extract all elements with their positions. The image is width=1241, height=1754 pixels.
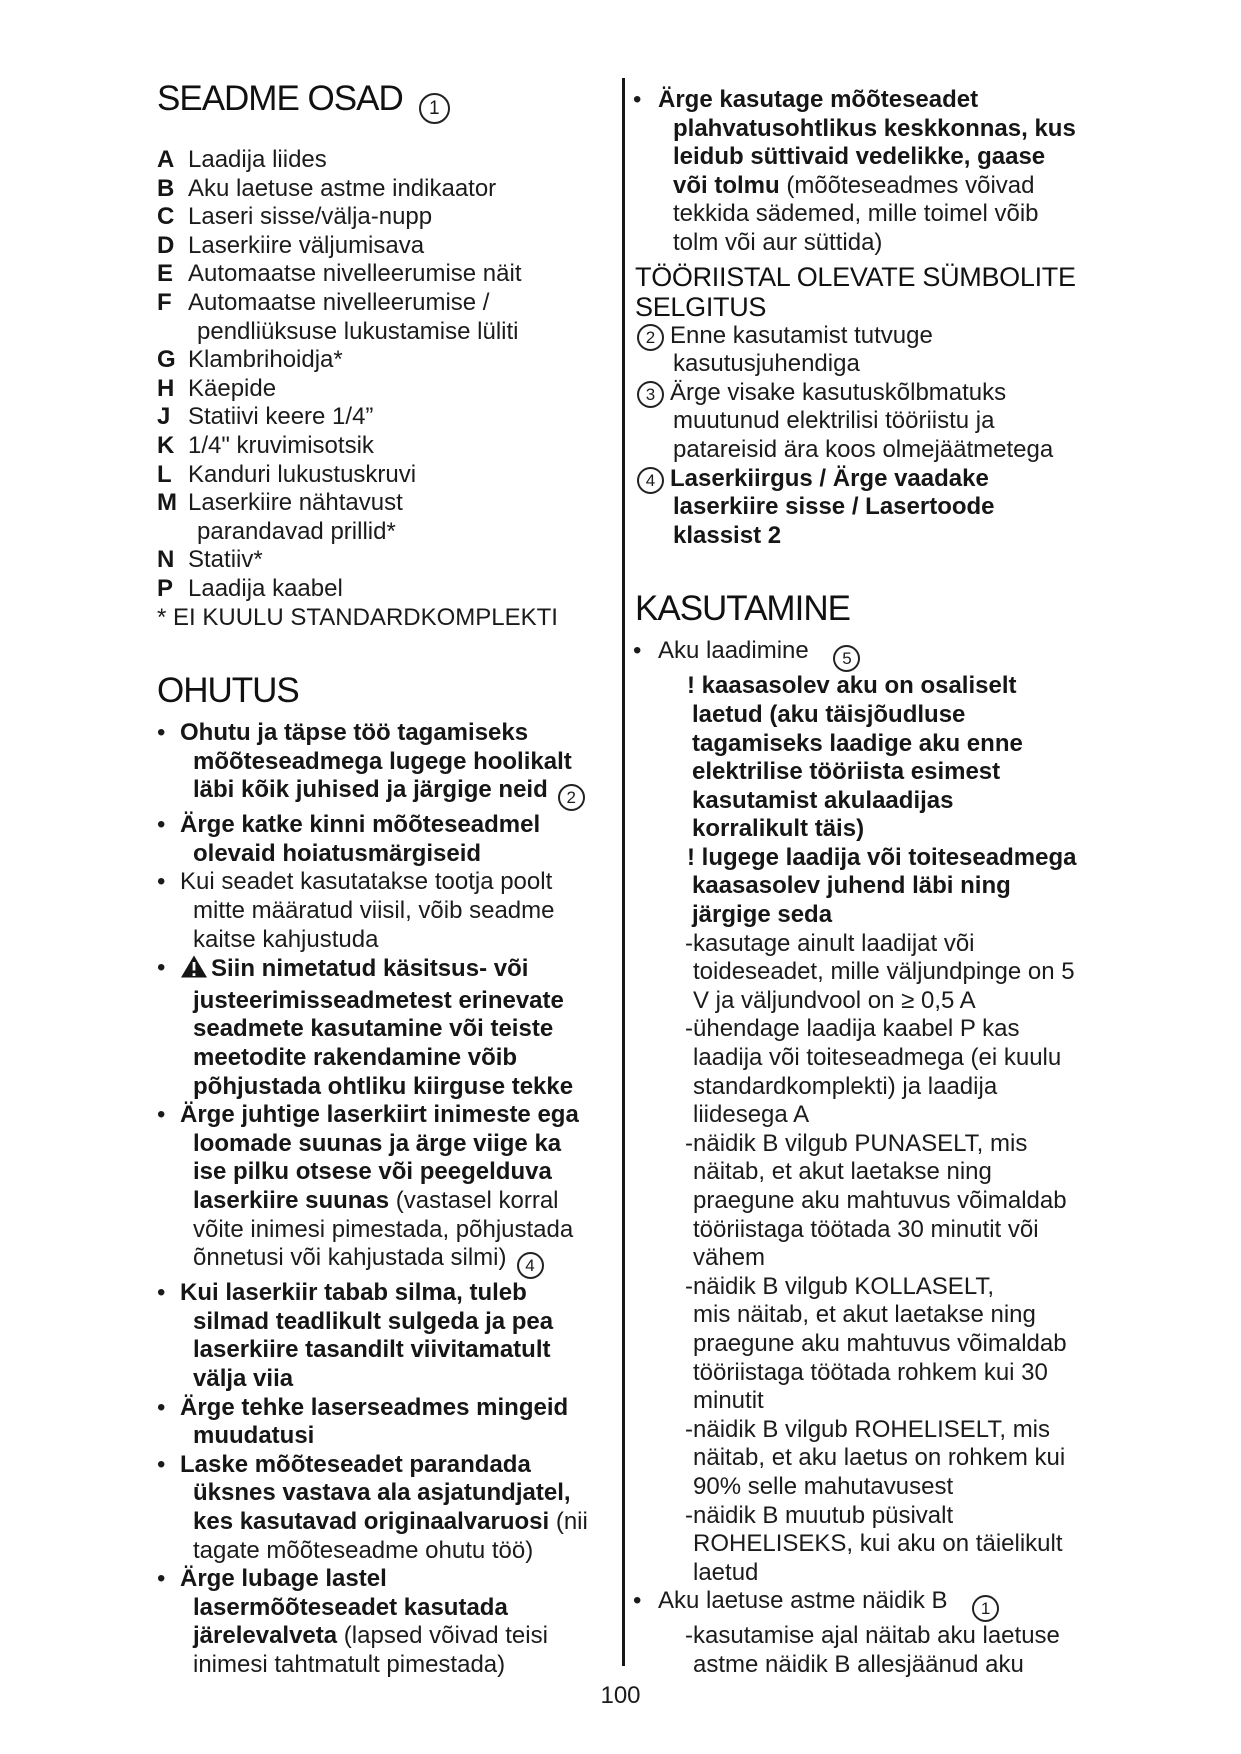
text-line — [143, 1394, 603, 1423]
text-segment: -näidik B vilgub KOLLASELT, — [685, 1272, 995, 1300]
text-segment: liidesega A — [693, 1101, 810, 1129]
safety-bullet-6 — [143, 1279, 603, 1393]
text-segment: Laserkiire väljumisava — [188, 231, 425, 259]
text-line — [633, 262, 1133, 292]
text-segment: (nii — [555, 1507, 588, 1535]
text-line — [633, 590, 1133, 628]
bullet-icon: • — [633, 86, 642, 113]
circled-number-1-icon: 1 — [972, 1595, 999, 1622]
text-line — [143, 604, 603, 633]
part-item-g — [143, 346, 603, 375]
text-segment: patareisid ära koos olmejäätmetega — [673, 435, 1054, 463]
text-segment: praegune aku mahtuvus võimaldab — [693, 1187, 1067, 1214]
safety-bullet-2 — [143, 811, 603, 868]
text-line — [143, 518, 603, 547]
text-segment: kasutamist akulaadijas — [692, 786, 954, 814]
text-segment: plahvatusohtlikus keskkonnas, kus — [673, 114, 1076, 142]
safety-bullet-4 — [143, 954, 603, 1101]
text-segment: laserkiire tasandilt viivitamatult — [193, 1336, 551, 1364]
part-item-h — [143, 375, 603, 404]
text-line — [633, 407, 1133, 436]
text-line — [143, 175, 603, 204]
text-line — [633, 758, 1133, 787]
text-segment: Ärge tehke laserseadmes mingeid — [180, 1393, 569, 1421]
text-segment: pendliüksuse lukustamise lüliti — [197, 317, 519, 345]
text-segment: V ja väljundvool on ≥ 0,5 A — [693, 986, 976, 1014]
text-line — [633, 637, 1133, 672]
safety-bullet-7 — [143, 1394, 603, 1451]
parts-heading — [143, 80, 603, 124]
text-line — [633, 172, 1133, 201]
text-segment: õnnetusi või kahjustada silmi) — [193, 1244, 507, 1272]
text-segment: Ärge katke kinni mõõteseadmel — [180, 811, 541, 839]
safety-bullet-9 — [143, 1565, 603, 1679]
text-segment: OHUTUS — [157, 671, 299, 711]
text-segment: kaitse kahjustuda — [193, 925, 379, 953]
symbol-item-2 — [633, 322, 1133, 379]
text-line — [143, 232, 603, 261]
text-line — [633, 1587, 1133, 1622]
text-segment: Laadija liides — [188, 146, 327, 173]
part-key: D — [157, 231, 175, 259]
text-line — [633, 1130, 1133, 1159]
part-item-e — [143, 260, 603, 289]
text-line — [633, 1502, 1133, 1531]
text-line — [143, 748, 603, 777]
page-number: 100 — [600, 1682, 641, 1709]
text-line — [143, 987, 603, 1016]
text-segment: ROHELISEKS, kui aku on täielikult — [693, 1530, 1063, 1558]
text-segment: 90% selle mahutavusest — [693, 1472, 954, 1500]
part-item-d — [143, 232, 603, 261]
text-line — [633, 350, 1133, 379]
text-line — [143, 432, 603, 461]
text-line — [143, 1537, 603, 1566]
text-line — [633, 1101, 1133, 1130]
text-segment: Aku laetuse astme indikaator — [188, 174, 497, 202]
text-segment: Laserkiire nähtavust — [188, 489, 403, 517]
text-segment: tolm või aur süttida) — [673, 228, 883, 256]
text-line — [143, 1508, 603, 1537]
charging-note-2 — [633, 844, 1133, 930]
part-key: B — [157, 174, 175, 202]
charging-step-4 — [633, 1273, 1133, 1416]
usage-bullet-charging — [633, 637, 1133, 672]
text-segment: Kui seadet kasutatakse tootja poolt — [180, 868, 553, 896]
text-line — [143, 489, 603, 518]
bullet-icon: • — [157, 1393, 166, 1421]
text-segment: või tolmu — [673, 171, 787, 199]
text-segment: -näidik B vilgub ROHELISELT, mis — [685, 1415, 1051, 1443]
text-line — [143, 203, 603, 232]
text-segment: läbi kõik juhised ja järgige neid — [193, 776, 548, 804]
text-line — [143, 375, 603, 404]
text-line — [633, 322, 1133, 351]
text-line — [633, 379, 1133, 408]
text-line — [633, 872, 1133, 901]
text-segment: Kanduri lukustuskruvi — [188, 460, 417, 488]
text-segment: Automaatse nivelleerumise / — [188, 288, 490, 316]
text-line — [143, 1244, 603, 1279]
text-segment: Ärge lubage lastel — [180, 1565, 387, 1593]
text-line — [633, 987, 1133, 1016]
text-line — [633, 1559, 1133, 1588]
text-line — [143, 897, 603, 926]
text-line — [633, 1359, 1133, 1388]
text-segment: näitab, et aku laetus on rohkem kui — [693, 1444, 1066, 1472]
text-segment: Kui laserkiir tabab silma, tuleb — [180, 1279, 527, 1307]
bullet-icon: • — [157, 954, 166, 982]
text-segment: tagate mõõteseadme ohutu töö) — [193, 1536, 534, 1564]
text-segment: (mõõteseadmes võivad — [786, 171, 1035, 199]
charging-note-1 — [633, 672, 1133, 844]
text-segment: Ohutu ja täpse töö tagamiseks — [180, 719, 529, 747]
text-segment: praegune aku mahtuvus võimaldab — [693, 1329, 1067, 1357]
text-line — [143, 1216, 603, 1245]
bullet-icon: • — [157, 1565, 166, 1593]
column-divider — [622, 78, 625, 1666]
text-segment: muutunud elektrilisi tööriistu ja — [673, 407, 995, 435]
text-line — [143, 1479, 603, 1508]
text-segment: inimesi tahtmatult pimestada) — [193, 1650, 506, 1678]
text-segment: standardkomplekti) ja laadija — [693, 1072, 998, 1100]
text-segment: lasermõõteseadet kasutada — [193, 1593, 508, 1621]
text-segment: välja viia — [193, 1364, 294, 1392]
text-segment: järgige seda — [692, 901, 833, 929]
text-line — [633, 844, 1133, 873]
text-line — [143, 1044, 603, 1073]
text-line — [633, 1622, 1133, 1651]
bullet-icon: • — [633, 637, 642, 665]
symbol-item-3 — [633, 379, 1133, 465]
text-line — [633, 292, 1133, 322]
text-segment: Laseri sisse/välja-nupp — [188, 203, 433, 231]
text-line — [143, 1187, 603, 1216]
text-line — [143, 1365, 603, 1394]
text-line — [143, 672, 603, 710]
text-segment: (lapsed võivad teisi — [343, 1622, 548, 1650]
text-segment: seadmete kasutamine või teiste — [193, 1015, 554, 1043]
text-line — [143, 1279, 603, 1308]
text-segment: silmad teadlikult sulgeda ja pea — [193, 1307, 554, 1335]
part-key: H — [157, 374, 175, 402]
text-segment: justeerimisseadmetest erinevate — [193, 986, 564, 1014]
text-segment: järelevalveta — [193, 1622, 344, 1650]
text-segment: Statiivi keere 1/4” — [188, 403, 374, 431]
text-segment: parandavad prillid* — [197, 517, 396, 545]
bullet-icon: • — [157, 1279, 166, 1307]
part-key: G — [157, 346, 176, 374]
symbol-item-4 — [633, 465, 1133, 551]
usage-heading — [633, 590, 1133, 628]
text-segment: klassist 2 — [673, 521, 782, 549]
text-segment: ise pilku otsese või peegelduva — [193, 1158, 552, 1186]
part-item-a — [143, 146, 603, 175]
part-item-f — [143, 289, 603, 346]
text-line — [633, 493, 1133, 522]
text-segment: muudatusi — [193, 1422, 315, 1450]
text-segment: kasutusjuhendiga — [673, 350, 860, 378]
text-line — [633, 730, 1133, 759]
text-segment: Siin nimetatud käsitsus- või — [211, 955, 529, 983]
text-segment: Käepide — [188, 374, 277, 402]
text-segment: tööriistaga töötada rohkem kui 30 — [693, 1358, 1048, 1386]
text-segment: tööriistaga töötada 30 minutit või — [693, 1215, 1039, 1243]
text-line — [143, 80, 603, 124]
safety-bullet-3 — [143, 868, 603, 954]
text-line — [143, 926, 603, 955]
text-line — [143, 1158, 603, 1187]
text-line — [143, 719, 603, 748]
text-segment: olevaid hoiatusmärgiseid — [193, 839, 482, 867]
bullet-icon: • — [157, 719, 166, 747]
charging-step-1 — [633, 930, 1133, 1016]
charging-step-6 — [633, 1502, 1133, 1588]
text-segment: põhjustada ohtliku kiirguse tekke — [193, 1072, 574, 1100]
part-key: J — [157, 403, 171, 431]
text-line — [143, 1130, 603, 1159]
text-line — [143, 346, 603, 375]
text-line — [143, 811, 603, 840]
text-segment: Ärge visake kasutuskõlbmatuks — [670, 378, 1007, 406]
text-segment: loomade suunas ja ärge viige ka — [193, 1129, 562, 1157]
part-key: A — [157, 146, 175, 173]
text-segment: Aku laadimine — [658, 637, 816, 665]
circled-number-4-icon: 4 — [637, 467, 664, 494]
bullet-icon: • — [157, 1101, 166, 1129]
indicator-step-1 — [633, 1622, 1133, 1679]
text-line — [633, 1387, 1133, 1416]
text-segment: Laserkiirgus / Ärge vaadake — [670, 464, 989, 492]
part-item-m — [143, 489, 603, 546]
part-item-b — [143, 175, 603, 204]
text-line — [633, 1651, 1133, 1680]
text-line — [633, 1158, 1133, 1187]
text-segment: tagamiseks laadige aku enne — [692, 729, 1023, 757]
bullet-icon: • — [157, 811, 166, 839]
part-item-l — [143, 461, 603, 490]
circled-number-1-icon: 1 — [419, 93, 450, 124]
footnote — [143, 604, 603, 633]
text-segment: -näidik B muutub püsivalt — [685, 1501, 954, 1529]
text-line — [633, 1416, 1133, 1445]
text-line — [143, 1336, 603, 1365]
text-segment: (vastasel korral — [395, 1187, 559, 1214]
part-item-n — [143, 546, 603, 575]
text-line — [633, 1244, 1133, 1273]
part-key: E — [157, 260, 174, 288]
text-line — [633, 1444, 1133, 1473]
part-item-c — [143, 203, 603, 232]
text-line — [633, 787, 1133, 816]
safety-bullet-5 — [143, 1101, 603, 1279]
text-segment: TÖÖRIISTAL OLEVATE SÜMBOLITE — [635, 261, 1076, 292]
text-segment: Automaatse nivelleerumise näit — [188, 260, 522, 288]
text-segment: minutit — [693, 1387, 764, 1415]
text-segment: elektrilise tööriista esimest — [692, 758, 1001, 786]
circled-number-2-icon: 2 — [558, 784, 585, 811]
text-segment: -ühendage laadija kaabel P kas — [685, 1015, 1020, 1043]
circled-number-5-icon: 5 — [833, 645, 860, 672]
text-line — [633, 229, 1133, 258]
text-segment: -kasutage ainult laadijat või — [685, 929, 975, 957]
text-segment: -kasutamise ajal näitab aku laetuse — [685, 1622, 1060, 1650]
text-line — [633, 1073, 1133, 1102]
text-segment: KASUTAMINE — [635, 589, 850, 629]
usage-bullet-indicator — [633, 1587, 1133, 1622]
text-segment: Ärge juhtige laserkiirt inimeste ega — [180, 1101, 579, 1129]
text-line — [143, 461, 603, 490]
text-segment: -näidik B vilgub PUNASELT, mis — [685, 1129, 1028, 1157]
text-line — [633, 1015, 1133, 1044]
text-line — [633, 465, 1133, 494]
text-segment: toideseadet, mille väljundpinge on 5 — [693, 958, 1075, 986]
text-line — [143, 318, 603, 347]
text-line — [143, 1101, 603, 1130]
circled-number-2-icon: 2 — [637, 324, 664, 351]
part-item-k — [143, 432, 603, 461]
text-line — [143, 546, 603, 575]
part-key: L — [157, 460, 172, 488]
text-line — [143, 840, 603, 869]
text-segment: mis näitab, et akut laetakse ning — [693, 1301, 1036, 1329]
charging-step-5 — [633, 1416, 1133, 1502]
text-line — [143, 1594, 603, 1623]
text-line — [143, 575, 603, 604]
text-segment: Laadija kaabel — [188, 574, 343, 602]
text-segment: Ärge kasutage mõõteseadet — [658, 86, 979, 113]
text-line — [143, 776, 603, 811]
text-segment: meetodite rakendamine võib — [193, 1044, 518, 1072]
text-line — [143, 146, 603, 175]
text-line — [633, 1530, 1133, 1559]
text-segment: laetud — [693, 1558, 759, 1586]
text-line — [633, 901, 1133, 930]
text-line — [633, 1330, 1133, 1359]
charging-step-3 — [633, 1130, 1133, 1273]
safety-bullet-explosive — [633, 86, 1133, 258]
text-line — [633, 86, 1133, 115]
text-segment: kes kasutavad originaalvaruosi — [193, 1507, 556, 1535]
safety-heading — [143, 672, 603, 710]
text-line — [143, 1622, 603, 1651]
text-segment: leidub süttivaid vedelikke, gaase — [673, 143, 1046, 171]
part-key: K — [157, 431, 175, 459]
text-segment: tekkida sädemed, mille toimel võib — [673, 200, 1039, 228]
symbols-heading — [633, 262, 1133, 322]
text-line — [633, 1216, 1133, 1245]
text-line — [633, 1301, 1133, 1330]
text-line — [633, 815, 1133, 844]
part-key: C — [157, 203, 175, 231]
safety-bullet-1 — [143, 719, 603, 811]
text-segment: ! lugege laadija või toiteseadmega — [687, 843, 1077, 871]
charging-step-2 — [633, 1015, 1133, 1129]
text-segment: SEADME OSAD — [157, 79, 403, 118]
text-segment: laetud (aku täisjõudluse — [692, 700, 966, 728]
text-line — [143, 1565, 603, 1594]
text-line — [633, 930, 1133, 959]
text-segment: Statiiv* — [188, 546, 263, 574]
part-item-j — [143, 403, 603, 432]
text-segment: laserkiire suunas — [193, 1187, 396, 1214]
text-line — [143, 289, 603, 318]
bullet-icon: • — [157, 868, 166, 896]
text-segment: SELGITUS — [635, 291, 767, 322]
text-segment: vähem — [693, 1244, 766, 1272]
text-segment: võite inimesi pimestada, põhjustada — [193, 1215, 574, 1243]
circled-number-4-icon: 4 — [517, 1252, 544, 1279]
circled-number-3-icon: 3 — [637, 381, 664, 408]
text-segment: korralikult täis) — [692, 815, 865, 843]
text-line — [633, 958, 1133, 987]
text-segment: kaasasolev juhend läbi ning — [692, 872, 1011, 900]
text-segment: Enne kasutamist tutvuge — [670, 321, 933, 349]
text-segment: Laske mõõteseadet parandada — [180, 1450, 531, 1478]
text-segment: mõõteseadmega lugege hoolikalt — [193, 747, 572, 775]
part-key: M — [157, 489, 177, 517]
text-line — [633, 200, 1133, 229]
part-key: N — [157, 546, 175, 574]
text-line — [143, 403, 603, 432]
text-line — [143, 1015, 603, 1044]
text-line — [143, 1422, 603, 1451]
text-line — [633, 672, 1133, 701]
text-line — [633, 115, 1133, 144]
bullet-icon: • — [157, 1450, 166, 1478]
text-line — [143, 954, 603, 987]
text-line — [633, 436, 1133, 465]
right-column — [633, 86, 1133, 1680]
text-segment: Aku laetuse astme näidik B — [658, 1587, 955, 1615]
text-line — [633, 1187, 1133, 1216]
text-segment: Klambrihoidja* — [188, 346, 343, 374]
text-segment: laadija või toiteseadmega (ei kuulu — [693, 1044, 1062, 1072]
text-line — [633, 1044, 1133, 1073]
part-key: P — [157, 574, 174, 602]
text-line — [633, 1473, 1133, 1502]
text-segment: astme näidik B allesjäänud aku — [693, 1650, 1024, 1678]
part-item-p — [143, 575, 603, 604]
left-column — [143, 80, 603, 1680]
text-segment: ! kaasasolev aku on osaliselt — [687, 672, 1017, 700]
part-key: F — [157, 288, 172, 316]
text-line — [143, 1651, 603, 1680]
bullet-icon: • — [633, 1587, 642, 1615]
text-line — [633, 143, 1133, 172]
text-segment: * EI KUULU STANDARDKOMPLEKTI — [157, 603, 558, 631]
text-segment: üksnes vastava ala asjatundjatel, — [193, 1479, 571, 1507]
text-segment: laserkiire sisse / Lasertoode — [673, 493, 995, 521]
text-segment: 1/4" kruvimisotsik — [188, 431, 374, 459]
text-line — [143, 1073, 603, 1102]
text-line — [633, 1273, 1133, 1302]
text-line — [633, 522, 1133, 551]
text-segment: näitab, et akut laetakse ning — [693, 1158, 992, 1186]
text-line — [143, 868, 603, 897]
text-line — [143, 260, 603, 289]
text-line — [143, 1308, 603, 1337]
text-line — [143, 1451, 603, 1480]
text-segment: mitte määratud viisil, võib seadme — [193, 897, 555, 925]
safety-bullet-8 — [143, 1451, 603, 1565]
text-line — [633, 701, 1133, 730]
warning-triangle-icon — [180, 954, 208, 987]
